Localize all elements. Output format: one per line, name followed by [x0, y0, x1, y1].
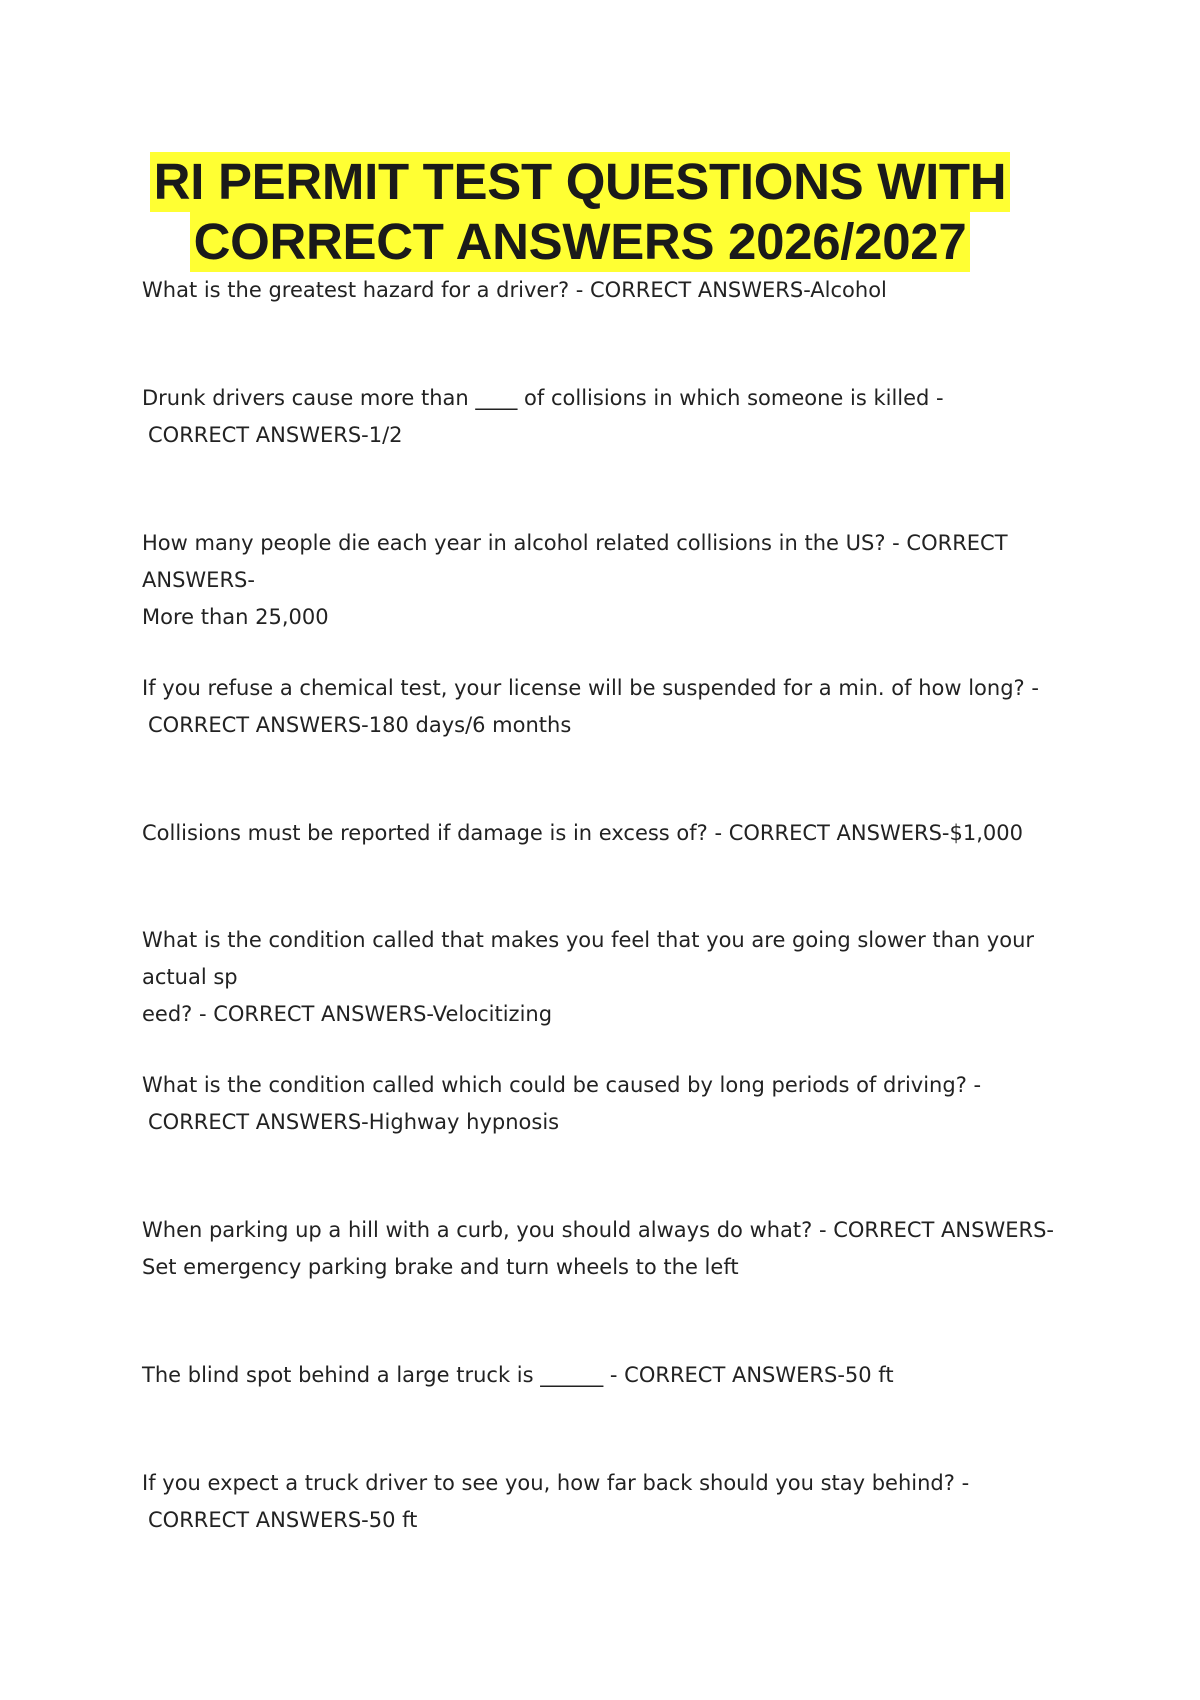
document-title [130, 152, 1030, 272]
question-text: Collisions must be reported if damage is in excess of? - CORRECT ANSWERS-$1,000 [142, 821, 1023, 845]
answer-text: eed? - CORRECT ANSWERS-Velocitizing [142, 1002, 553, 1026]
qa-item [142, 922, 1082, 1033]
answer-text: More than 25,000 [142, 605, 329, 629]
qa-item [142, 380, 1082, 454]
qa-item [142, 1067, 1082, 1141]
qa-item [142, 670, 1082, 744]
question-text: When parking up a hill with a curb, you should always do what? - CORRECT ANSWERS- [142, 1218, 1054, 1242]
question-text: Drunk drivers cause more than ____ of collisions in which someone is killed - [142, 386, 944, 410]
answer-text: CORRECT ANSWERS-50 ft [148, 1508, 418, 1532]
question-text: How many people die each year in alcohol related collisions in the US? - CORRECT ANSWERS- [142, 531, 1008, 592]
answer-text: CORRECT ANSWERS-180 days/6 months [148, 713, 572, 737]
qa-item [142, 1465, 1082, 1539]
question-text: What is the condition called which could be caused by long periods of driving? - [142, 1073, 982, 1097]
answer-text: Set emergency parking brake and turn wheels to the left [142, 1255, 739, 1279]
qa-item [142, 815, 1082, 852]
title-line-2: CORRECT ANSWERS 2026/2027 [190, 212, 971, 272]
qa-item [142, 272, 1082, 309]
question-text: What is the greatest hazard for a driver? - CORRECT ANSWERS-Alcohol [142, 278, 887, 302]
qa-item [142, 525, 1082, 636]
answer-text: CORRECT ANSWERS-1/2 [148, 423, 403, 447]
question-text: If you expect a truck driver to see you, how far back should you stay behind? - [142, 1471, 970, 1495]
answer-text: CORRECT ANSWERS-Highway hypnosis [148, 1110, 560, 1134]
qa-item [142, 1212, 1082, 1286]
qa-item [142, 1357, 1082, 1394]
question-text: What is the condition called that makes you feel that you are going slower than your actual sp [142, 928, 1035, 989]
question-text: The blind spot behind a large truck is ______ - CORRECT ANSWERS-50 ft [142, 1363, 894, 1387]
title-line-1: RI PERMIT TEST QUESTIONS WITH [150, 152, 1011, 212]
question-text: If you refuse a chemical test, your license will be suspended for a min. of how long? - [142, 676, 1039, 700]
